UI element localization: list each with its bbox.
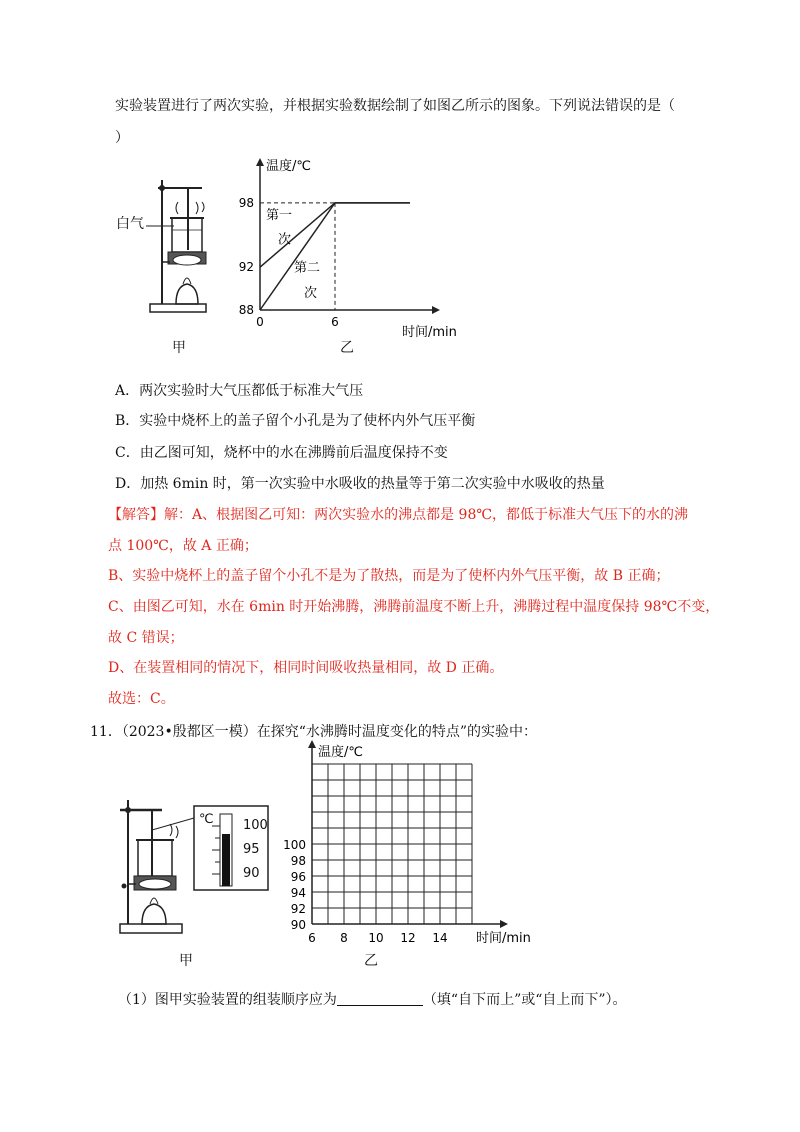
y-tick-label-98: 98 xyxy=(238,195,254,210)
y-tick-label-90: 90 xyxy=(290,918,306,932)
figure2-caption-left: 甲 xyxy=(179,953,193,969)
y-tick-label-88: 88 xyxy=(238,303,254,317)
answer-line-6: D、在装置相同的情况下，相同时间吸收热量相同，故 D 正确。 xyxy=(108,660,504,676)
option-c: C．由乙图可知，烧杯中的水在沸腾前后温度保持不变 xyxy=(115,445,448,461)
answer-line-4: C、由图乙可知，水在 6min 时开始沸腾，沸腾前温度不断上升，沸腾过程中温度保持 98℃不变， xyxy=(108,599,720,615)
x-tick-label-8: 8 xyxy=(340,931,348,945)
option-a: A．两次实验时大气压都低于标准大气压 xyxy=(115,383,364,399)
figure1-caption-right: 乙 xyxy=(340,340,354,356)
series1-label-a: 第一 xyxy=(266,207,293,223)
y-tick-label-92: 92 xyxy=(238,260,254,275)
x-tick-label-6: 6 xyxy=(308,931,316,945)
thermometer-tick-100: 100 xyxy=(243,818,268,833)
series2-label-b: 次 xyxy=(304,286,318,302)
option-d: D．加热 6min 时，第一次实验中水吸收的热量等于第二次实验中水吸收的热量 xyxy=(115,476,605,492)
answer-line-7: 故选：C。 xyxy=(108,691,175,707)
x-tick-label-12: 12 xyxy=(400,931,416,945)
figure1-caption-left: 甲 xyxy=(172,340,186,356)
boiling-chart-1 xyxy=(230,150,480,350)
y-axis-arrow xyxy=(256,158,264,166)
x-axis-label: 时间/min xyxy=(402,325,457,340)
answer-line-1: 【解答】解：A、根据图乙可知：两次实验水的沸点都是 98℃，都低于标准大气压下的水的沸 xyxy=(108,507,689,523)
y-tick-label-98: 98 xyxy=(290,854,306,868)
intro-line-1: 实验装置进行了两次实验，并根据实验数据绘制了如图乙所示的图象。下列说法错误的是（ xyxy=(115,98,675,114)
x-axis-label: 时间/min xyxy=(476,931,531,946)
y-axis-label: 温度/℃ xyxy=(318,745,363,760)
series2-label-a: 第二 xyxy=(294,260,321,276)
thermometer-tick-95: 95 xyxy=(243,842,260,857)
thermometer-tick-90: 90 xyxy=(243,866,260,881)
answer-blank[interactable] xyxy=(337,991,423,1006)
y-tick-label-100: 100 xyxy=(283,838,306,852)
x-tick-label-10: 10 xyxy=(368,931,384,945)
y-tick-label-94: 94 xyxy=(290,886,306,900)
y-tick-label-92: 92 xyxy=(290,902,306,916)
intro-line-2: ） xyxy=(115,130,129,146)
x-tick-label-0: 0 xyxy=(256,315,264,329)
answer-line-2: 点 100℃，故 A 正确； xyxy=(108,538,258,554)
subquestion-1-suffix: （填“自下而上”或“自上而下”）。 xyxy=(422,992,627,1008)
x-axis-arrow xyxy=(500,920,508,928)
x-tick-label-6: 6 xyxy=(331,315,339,329)
y-axis-label: 温度/℃ xyxy=(266,159,311,174)
y-tick-label-96: 96 xyxy=(290,870,306,884)
figure2-caption-right: 乙 xyxy=(364,953,378,969)
answer-line-3: B、实验中烧杯上的盖子留个小孔不是为了散热，而是为了使杯内外气压平衡，故 B 正确； xyxy=(108,568,670,584)
series1-label-b: 次 xyxy=(278,232,292,248)
answer-line-5: 故 C 错误； xyxy=(108,630,184,646)
subquestion-1 xyxy=(118,990,627,1010)
x-axis-arrow xyxy=(432,306,440,314)
figure1-apparatus xyxy=(110,170,220,360)
white-steam-label: 白气 xyxy=(116,216,144,232)
x-tick-label-14: 14 xyxy=(432,931,448,945)
y-axis-arrow xyxy=(308,740,316,748)
question-11-stem: 11．（2023•殷都区一模）在探究“水沸腾时温度变化的特点”的实验中： xyxy=(90,724,538,740)
boiling-chart-2 xyxy=(280,740,531,950)
option-b: B．实验中烧杯上的盖子留个小孔是为了使杯内外气压平衡 xyxy=(115,413,476,429)
subquestion-1-prefix: （1）图甲实验装置的组装顺序应为 xyxy=(118,992,337,1008)
thermometer-unit: ℃ xyxy=(199,812,214,827)
